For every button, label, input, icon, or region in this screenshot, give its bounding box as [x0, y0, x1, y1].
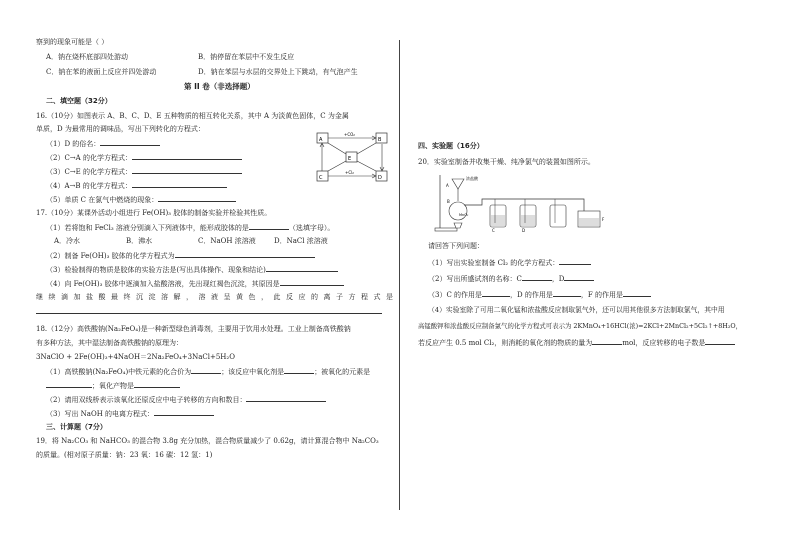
q19-line1: 19．将 Na₂CO₃ 和 NaHCO₃ 的混合物 3.8g 充分加热，混合物质量减少了 0.62g，请计算混合物中 Na₂CO₃	[36, 437, 379, 445]
q15-stem-end: 察到的现象可能是（ ）	[36, 38, 109, 46]
q15-option-d: D．钠在苯层与水层的交界处上下跳动，有气泡产生	[198, 68, 358, 76]
label-c: C	[319, 175, 323, 181]
q18-stem-line1: 18.（12分）高铁酸钠(Na₂FeO₄)是一种新型绿色消毒剂，主要用于饮用水处理。工业上制备高铁酸钠	[36, 325, 351, 333]
q20-part3: （3）C 的作用是 ，D 的作用是 ，F 的作用是	[428, 289, 651, 301]
alcohol-lamp	[454, 223, 462, 228]
q18-part3: （3）写出 NaOH 的电离方程式：	[46, 408, 214, 420]
answer-blank	[280, 278, 344, 286]
q17-part4-line1: （4）向 Fe(OH)₃ 胶体中逐滴加入盐酸溶液，先出现红褐色沉淀，其原因是	[46, 278, 344, 290]
q15-option-a: A．钠在烧杯底部四处游动	[46, 53, 129, 61]
q17-part3: （3）检验制得的物质是胶体的实验方法是(写出具体操作、现象和结论)	[46, 264, 338, 276]
answer-blank	[36, 306, 382, 314]
q17-stem: 17.（10分）某课外活动小组进行 Fe(OH)₃ 胶体的制备实验并检验其性质。	[36, 209, 272, 217]
label-cl2: +Cl₂	[345, 170, 354, 175]
q20-part1: （1）写出实验室制备 Cl₂ 的化学方程式：	[428, 257, 591, 269]
answer-blank	[132, 166, 242, 174]
answer-blank	[100, 138, 160, 146]
q20-part4-line3: 若反应产生 0.5 mol Cl₂，则消耗的氧化剂的物质的量为 mol，反应转移的电子数是	[418, 337, 735, 349]
answer-blank	[559, 257, 591, 265]
answer-blank	[592, 337, 622, 345]
q18-equation: 3NaClO + 2Fe(OH)₃+4NaOH＝2Na₂FeO₄+3NaCl+5H₂O	[36, 353, 235, 361]
bottle-e	[550, 205, 566, 227]
answer-blank	[132, 180, 227, 188]
answer-blank	[284, 366, 314, 374]
label-c: C	[492, 228, 495, 233]
q18-stem-line2: 有多种方法，其中湿法制备高铁酸钠的原理为：	[36, 339, 183, 347]
q15-option-c: C．钠在苯的液面上反应并四处游动	[46, 68, 157, 76]
answer-blank	[191, 366, 221, 374]
q16-part3: （3）C→E 的化学方程式：	[46, 166, 242, 178]
answer-blank	[132, 152, 242, 160]
answer-blank	[564, 273, 594, 281]
label-a: A	[446, 183, 449, 188]
q17-part4-line2: 继 续 滴 加 盐 酸 最 终 沉 淀 溶 解 ， 溶 液 呈 黄 色 ， 此 反 应 的 离 子 方 程 式 是	[36, 293, 393, 301]
column-divider	[399, 40, 400, 510]
conversion-diagram	[314, 131, 394, 187]
section-fill-in-title: 二、填空题（32分）	[46, 97, 112, 105]
q16-part4: （4）A→B 的化学方程式：	[46, 180, 227, 192]
q16-part2: （2）C→A 的化学方程式：	[46, 152, 242, 164]
part-two-title: 第 II 卷（非选择题）	[184, 82, 255, 91]
label-b: B	[447, 199, 450, 204]
q20-part2: （2）写出所盛试剂的名称：C ，D	[428, 273, 594, 285]
answer-blank	[46, 380, 92, 388]
answer-blank	[158, 194, 236, 202]
answer-blank	[246, 394, 326, 402]
answer-blank	[553, 289, 581, 297]
label-co2: +CO₂	[344, 132, 355, 137]
q19-line2: 的质量。(相对原子质量：钠：23 氧：16 碳：12 氢：1)	[36, 451, 213, 459]
q16-stem-line2: 单质，D 为最常用的调味品，写出下列转化的方程式：	[36, 125, 205, 133]
q18-part1-line1: （1）高铁酸钠(Na₂FeO₄)中铁元素的化合价为 ；该反应中氧化剂是 ；被氧化的元素是	[46, 368, 371, 376]
label-b: B	[378, 137, 382, 143]
answer-blank	[175, 250, 315, 258]
answer-blank	[482, 289, 510, 297]
answer-blank	[134, 380, 180, 388]
answer-blank	[623, 289, 651, 297]
q20-stem: 20．实验室制备并收集干燥、纯净氯气的装置如图所示。	[418, 158, 595, 166]
answer-blank	[266, 264, 338, 272]
q17-part1: （1）若将饱和 FeCl₃ 溶液分别滴入下列液体中，能形成胶体的是 （选填字母）。	[46, 224, 335, 232]
separatory-funnel	[452, 179, 464, 189]
q16-part5: （5）单质 C 在氯气中燃烧的现象：	[46, 194, 236, 206]
section-experiment-title: 四、实验题（16分）	[418, 142, 484, 150]
label-e: E	[348, 156, 352, 162]
q17-part2: （2）制备 Fe(OH)₃ 胶体的化学方程式为	[46, 250, 315, 262]
answer-blank	[154, 408, 214, 416]
section-calculation-title: 三、计算题（7分）	[46, 423, 107, 431]
answer-blank	[705, 337, 735, 345]
q20-part4-line2: 高锰酸钾和浓盐酸反应制备氯气的化学方程式可表示为 2KMnO₄+16HCl(浓)=2KCl+2MnCl₂+5Cl₂↑+8H₂O，	[418, 322, 743, 330]
answer-blank	[249, 222, 289, 230]
q17-part4-line3	[36, 306, 382, 318]
mno2-label: MnO₂	[459, 213, 469, 217]
q20-part4-line1: （4）实验室除了可用二氧化锰和浓盐酸反应制取氯气外，还可以用其他很多方法制取氯气，其中用	[428, 306, 725, 314]
q16-stem-line1: 16.（10分）如图表示 A、B、C、D、E 五种物质的相互转化关系，其中 A 为淡黄色固体，C 为金属	[36, 112, 349, 120]
q18-part2: （2）请用双线桥表示该氧化还原反应中电子转移的方向和数目：	[46, 394, 326, 406]
q16-part1: （1）D 的俗名：	[46, 138, 160, 150]
q17-option-d: D．NaCl 浓溶液	[274, 237, 328, 245]
label-f: F	[602, 217, 605, 222]
label-d: D	[378, 175, 382, 181]
q17-option-c: C．NaOH 浓溶液	[198, 237, 256, 245]
label-d: D	[522, 228, 526, 233]
q17-option-b: B．沸水	[126, 237, 153, 245]
q15-option-b: B．钠停留在苯层中不发生反应	[198, 53, 295, 61]
chlorine-apparatus-diagram	[434, 171, 614, 233]
label-a: A	[319, 137, 323, 143]
answer-blank	[522, 273, 552, 281]
funnel-label: 浓盐酸	[466, 176, 478, 181]
q18-part1-line2: ；氧化产物是	[46, 380, 180, 392]
q20-ask: 请回答下列问题：	[428, 242, 484, 250]
q17-option-a: A．冷水	[54, 237, 81, 245]
